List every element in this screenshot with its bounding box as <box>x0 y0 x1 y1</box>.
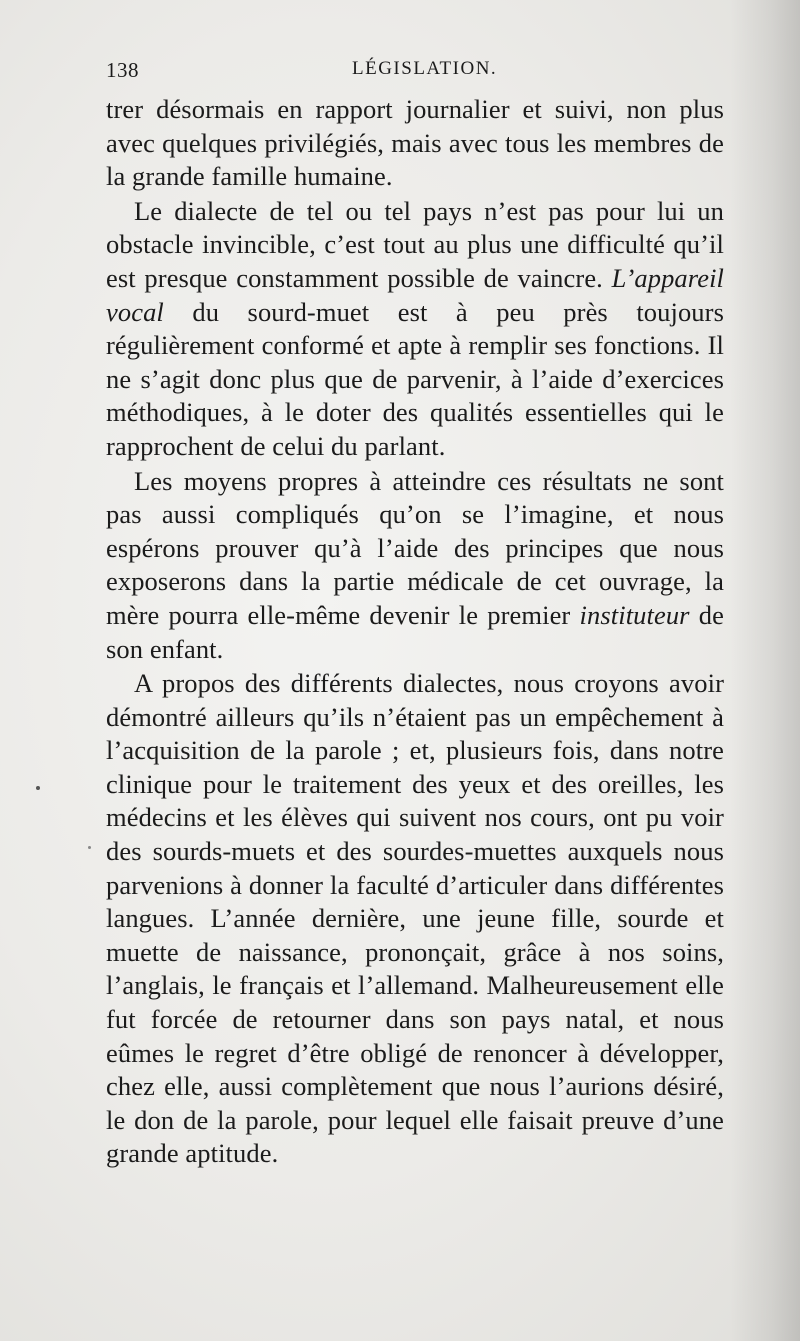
page-number: 138 <box>106 58 139 82</box>
ink-speck <box>36 786 40 790</box>
page-header <box>106 58 722 88</box>
paragraph-3-italic-term: instituteur <box>579 599 690 630</box>
paragraph-4-text: A propos des différents dialectes, nous croyons avoir démontré ailleurs qu’ils n’étaient pas un empêchement à l’acquisition de la parole ; et, plusieurs fois, dans notre clinique pour le traitement des yeux et des oreilles, les médecins et les élèves qui suivent nos cours, ont pu voir des sourds-muets et des sourdes-muettes auxquels nous parvenions à donner la faculté d’articuler dans différentes langues. L’année dernière, une jeune fille, sourde et muette de naissance, prononçait, grâce à nos soins, l’anglais, le français et l’allemand. Malheureusement elle fut forcée de retourner dans son pays natal, et nous eûmes le regret d’être obligé de renoncer à développer, chez elle, aussi complètement que nous l’aurions désiré, le don de la parole, pour lequel elle faisait preuve d’une grande aptitude. <box>106 668 724 1169</box>
paragraph-2-text-before: Le dialecte de tel ou tel pays n’est pas pour lui un obstacle invincible, c’est tout au plus une difficulté qu’il est presque constamment possible de vaincre. <box>106 195 724 293</box>
paragraph-2-italic-term: L’appareil vocal <box>106 262 724 327</box>
paragraph-2-text-after: du sourd-muet est à peu près toujours régulièrement conformé et apte à remplir ses fonctions. Il ne s’agit donc plus que de parvenir, à l’aide d’exercices méthodiques, à le doter des qualités essentielles qui le rapprochent de celui du parlant. <box>106 296 724 461</box>
paragraph-3-text-after: de son enfant. <box>106 599 725 664</box>
paragraph-3 <box>106 465 724 667</box>
page-edge-shadow <box>730 0 800 1341</box>
running-title: LÉGISLATION. <box>352 58 498 79</box>
paragraph-4 <box>106 667 724 1171</box>
ink-speck <box>88 846 91 849</box>
body-text <box>106 93 724 1171</box>
paragraph-2 <box>106 195 724 464</box>
paragraph-1-text: trer désormais en rapport journalier et suivi, non plus avec quelques privilégiés, mais avec tous les membres de la grande famille humaine. <box>106 94 724 192</box>
paragraph-3-text-before: Les moyens propres à atteindre ces résultats ne sont pas aussi compliqués qu’on se l’imagine, et nous espérons prouver qu’à l’aide des principes que nous exposerons dans la partie médicale de cet ouvrage, la mère pourra elle-même devenir le premier <box>106 465 724 630</box>
paragraph-1 <box>106 93 724 194</box>
